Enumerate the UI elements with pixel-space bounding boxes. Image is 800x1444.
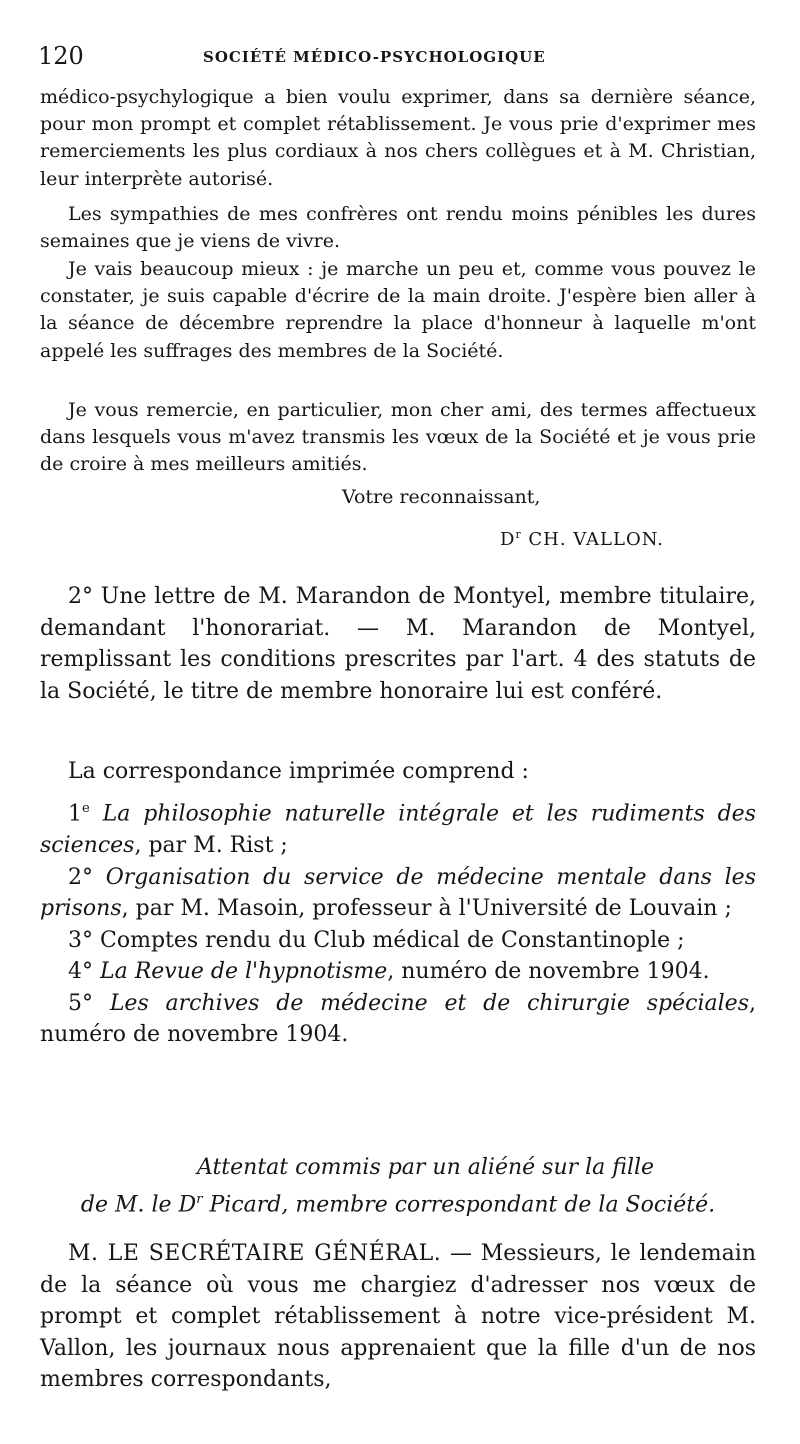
list-item: 2° Organisation du service de médecine mentale dans les prisons, par M. Masoin, professeur à l'Université de Louvain ; [40, 864, 756, 922]
list-item: 5° Les archives de médecine et de chirurgie spéciales, numéro de novembre 1904. [40, 990, 756, 1048]
page-number: 120 [38, 42, 84, 70]
letter-paragraph-1: médico-psychylogique a bien voulu exprimer, dans sa dernière séance, pour mon prompt et complet rétablissement. Je vous prie d'exprimer mes remerciements les plus cordiaux à nos chers collègues et à M. Christian, leur interprète autorisé. [40, 86, 756, 190]
letter-paragraph-3: Je vais beaucoup mieux : je marche un peu et, comme vous pouvez le constater, je suis capable d'écrire de la main droite. J'espère bien aller à la séance de décembre reprendre la place d'honneur à laquelle m'ont appelé les suffrages des membres de la Société. [40, 258, 756, 362]
letter-closing: Votre reconnaissant, [342, 486, 541, 508]
secretary-text: — Messieurs, le lendemain de la séance où vous me chargiez d'adresser nos vœux de prompt et complet rétablissement à notre vice-président M. Vallon, les journaux nous apprenaient que la fille d'un de nos membres correspondants, [40, 1241, 756, 1393]
printed-correspondence-list [40, 793, 756, 1051]
section-title [40, 1152, 756, 1221]
secretary-paragraph [40, 1238, 756, 1396]
item-2-letter: 2° Une lettre de M. Marandon de Montyel, membre titulaire, demandant l'honorariat. — M. Marandon de Montyel, remplissant les conditions prescrites par l'art. 4 des statuts de la Société, le titre de membre honoraire lui est conféré. [40, 584, 756, 704]
section-title-line-1: Attentat commis par un aliéné sur la fille [196, 1155, 655, 1180]
printed-correspondence-intro: La correspondance imprimée comprend : [68, 759, 529, 784]
letter-paragraph-2: Les sympathies de mes confrères ont rendu moins pénibles les dures semaines que je viens de vivre. [40, 203, 756, 253]
list-item: 1e La philosophie naturelle intégrale et les rudiments des sciences, par M. Rist ; [40, 801, 756, 858]
signature-title: D [500, 529, 516, 550]
list-item: 3° Comptes rendu du Club médical de Constantinople ; [68, 927, 685, 953]
list-item: 4° La Revue de l'hypnotisme, numéro de novembre 1904. [68, 959, 710, 985]
signature-title-sup: r [515, 528, 522, 541]
speaker-label: M. LE SECRÉTAIRE GÉNÉRAL. [68, 1241, 442, 1266]
running-title: SOCIÉTÉ MÉDICO-PSYCHOLOGIQUE [203, 48, 546, 66]
letter-paragraph-4: Je vous remercie, en particulier, mon cher ami, des termes affectueux dans lesquels vous m'avez transmis les vœux de la Société et je vous prie de croire à mes meilleurs amitiés. [40, 399, 756, 476]
page-header [38, 42, 758, 74]
letter-signature [500, 528, 664, 550]
section-title-line-2: de M. le $D^r$ Picard, membre correspondant de la Société. [80, 1191, 716, 1217]
signature-name: CH. VALLON. [528, 529, 665, 550]
